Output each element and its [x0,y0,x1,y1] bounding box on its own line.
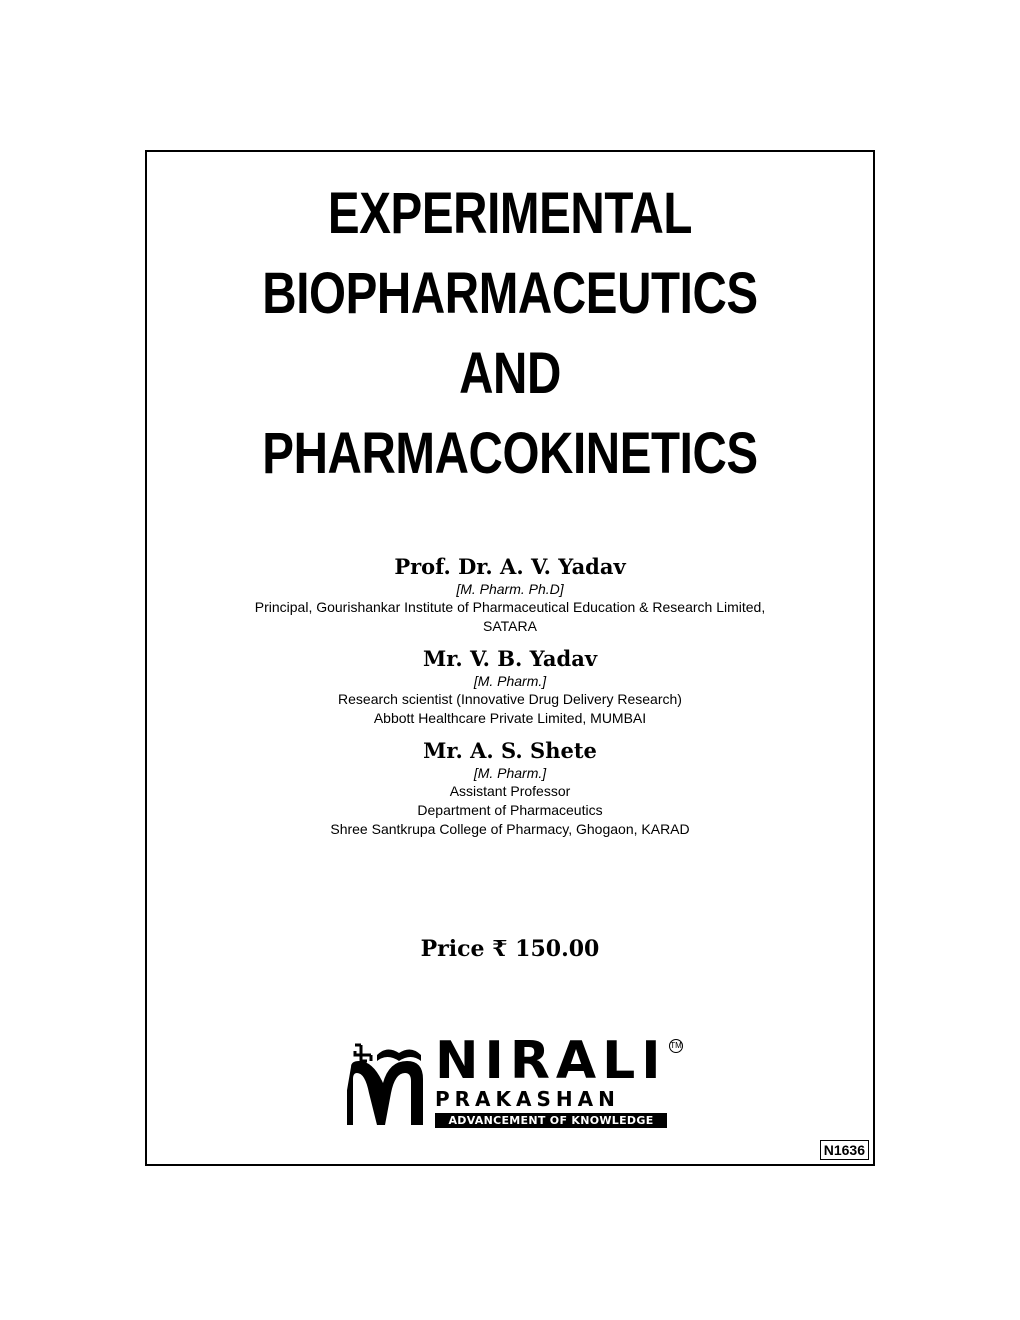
trademark-mark: TM [669,1039,683,1053]
publisher-name: NIRALI [435,1031,667,1091]
author-affiliation: Assistant Professor [449,783,571,799]
author-list [147,554,873,849]
title-line-2: BIOPHARMACEUTICS [262,261,758,326]
book-code: N1636 [820,1140,869,1160]
author-1 [147,554,873,636]
author-degree: [M. Pharm. Ph.D] [456,581,564,597]
author-degree: [M. Pharm.] [473,765,547,781]
author-2 [147,646,873,728]
author-affiliation: Shree Santkrupa College of Pharmacy, Ghogaon, KARAD [330,821,690,837]
publisher-emblem-icon [347,1037,431,1132]
price: Price ₹ 150.00 [420,936,600,962]
author-name: Mr. A. S. Shete [423,738,597,763]
author-affiliation: Abbott Healthcare Private Limited, MUMBAI [373,710,647,726]
author-affiliation: Principal, Gourishankar Institute of Pharmaceutical Education & Research Limited, [254,599,766,615]
author-affiliation: Research scientist (Innovative Drug Delivery Research) [338,691,682,707]
author-degree: [M. Pharm.] [473,673,547,689]
author-affiliation: Department of Pharmaceutics [417,802,603,818]
author-name: Prof. Dr. A. V. Yadav [394,554,626,579]
book-title [147,174,873,494]
title-line-1: EXPERIMENTAL [327,181,693,246]
author-3 [147,738,873,839]
publisher-logo [347,1031,687,1132]
title-line-3: AND [459,341,561,406]
title-line-4: PHARMACOKINETICS [262,421,758,486]
author-name: Mr. V. B. Yadav [422,646,598,671]
cover-frame [145,150,875,1166]
publisher-subname: PRAKASHAN [435,1087,620,1111]
publisher-tagline: ADVANCEMENT OF KNOWLEDGE [435,1113,667,1128]
author-affiliation: SATARA [483,618,537,634]
